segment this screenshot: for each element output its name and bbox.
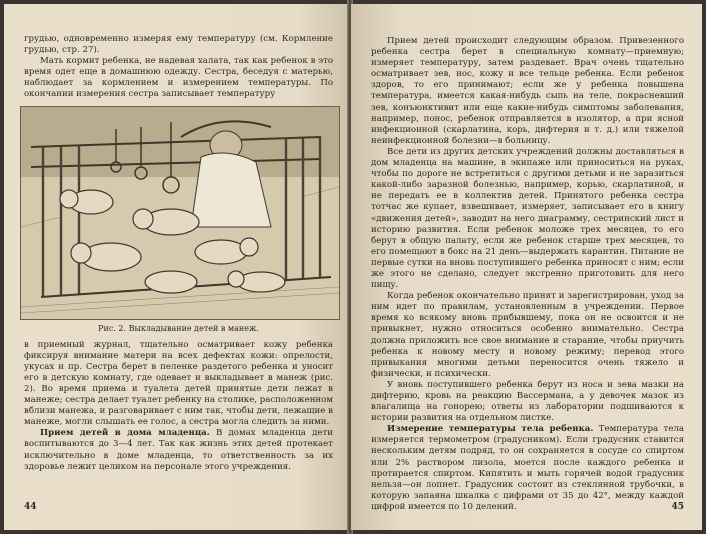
paragraph-adaptation: Когда ребенок окончательно принят и зарегистрирован, уход за ним идет по правилам, установленным в учреждении. Первое время ко всякому вновь прибывшему, пока он не освоится и не привыкнет, нужно относиться особенно внимательно. Сестра должна приложить все свое внимание и старание, чтобы приучить ребенка к новому месту и новому режиму; перевод этого привыкания многими детьми переносится очень тяжело и физически, и психически. [371, 291, 684, 379]
paragraph-transfer: Все дети из других детских учреждений должны доставляться в дом младенца на машине, в экипаже или приноситься на руках, чтобы по дороге не встретиться с другими детьми и не заразиться какой-либо заразной болезнью, например, корью, скарлатиной, и не передать ее в коллектив детей. Принятого ребенка сестра тотчас же купает, взвешивает, измеряет, записывает его в книгу «движения детей», заводит на него диаграмму, сестринский лист и историю развития. Если ребенок моложе трех месяцев, то его берут в общую палату, если же ребенок старше трех месяцев, то его помещают в бокс на 21 день—выдержать карантин. Питание не первые сутки на вновь поступившего ребенка приносят с ним; если же этого не сделано, следует экстренно приготовить для него пищу. [371, 146, 684, 291]
left-page [4, 4, 349, 530]
page-number-left: 44 [24, 502, 37, 512]
paragraph-intake [24, 428, 333, 472]
intake-text: В домах младенца дети воспитываются до 3—4 лет. Так как жизнь этих детей протекает исключительно в доме младенца, то ответственность за их здоровье лежит целиком на персонале этого учреждения. [24, 428, 333, 472]
paragraph-temperature [371, 424, 684, 513]
heading-temperature: Измерение температуры тела ребенка. [387, 424, 594, 435]
temperature-text: Температура тела измеряется термометром (градусником). Если градусник ставится нескольким детям подряд, то он сохраняется в сосуде со спиртом или 2% раствором лизола, моется после каждого ребенка и протирается спиртом. Кипятить и мыть горячей водой градусник нельзя—он лопнет. Градусник состоит из стеклянной трубочки, в которую запаяна шкалка с цифрами от 35 до 42°, между каждой цифрой имеется по 10 делений. [371, 424, 684, 512]
paragraph-journal: в приемный журнал, тщательно осматривает кожу ребенка фиксируя внимание матери на всех дефектах кожи: опрелости, укусах и пр. Сестра берет в пеленке раздетого ребенка и уносит его в детскую комнату, где одевает и выкладывает в манеж (рис. 2). Во время приема и туалета детей принятые дети лежат в манеже; сестра делает туалет ребенку на столике, расположенном вблизи манежа, и разговаривает с ним так, чтобы дети, лежащие в манеже, могли слышать ее голос, а сестра могла следить за ними. [24, 339, 334, 428]
heading-intake: Прием детей в дома младенца. [40, 428, 210, 439]
figure-playpen-illustration [20, 106, 340, 320]
paragraph-mother: Мать кормит ребенка, не надевая халата, так как ребенок в это время одет еще в домашнюю одежду. Сестра, беседуя с матерью, наблюдает за кормлением и измерением температуры. По окончании измерения сестра записывает температуру [24, 56, 333, 100]
right-page [351, 4, 702, 530]
paragraph-procedure: Прием детей происходит следующим образом. Привезенного ребенка сестра берет в специальную комнату—приемную; измеряет температуру, затем раздевает. Врач очень тщательно осматривает зев, нос, кожу и все тельце ребенка. Если ребенок здоров, то его принимают; если же у ребенка повышена температура, имеется какая-нибудь сыпь на теле, покрасневший зев, конъюнктивит или еще какие-нибудь симптомы заболевания, например, понос, ребенок отправляется в изолятор, а при ясной инфекционной (скарлатина, корь, дифтерия и т. д.) или тяжелой неинфекционной болезни—в больницу. [371, 36, 684, 146]
figure-caption: Рис. 2. Выкладывание детей в манеж. [98, 323, 259, 333]
paragraph-smears: У вновь поступившего ребенка берут из носа и зева мазки на дифтерию, кровь на реакцию Вассермана, а у девочек мазок из влагалища на гонорею; ответы из лаборатории подшиваются к истории развития на отдельном листке. [371, 379, 684, 424]
page-number-right: 45 [671, 502, 684, 512]
paragraph-breastfeeding: грудью, одновременно измеряя ему температуру (см. Кормление грудью, стр. 27). [24, 34, 333, 56]
playpen-drawing [21, 107, 339, 319]
